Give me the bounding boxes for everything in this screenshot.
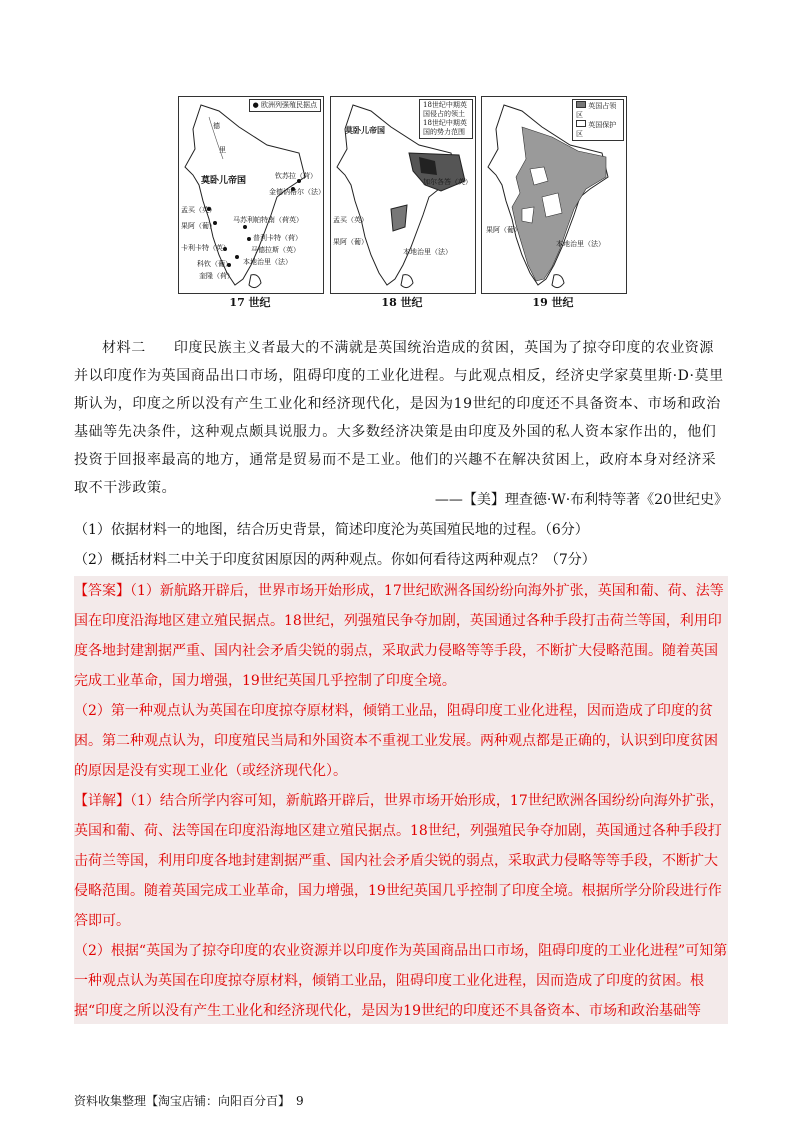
map-19th-century	[481, 96, 627, 294]
map-label: 金德讷格尔（法）	[269, 188, 325, 196]
map-label: 马苏利帕特南（荷英）	[233, 216, 303, 224]
map-label: 果阿（葡）	[333, 238, 368, 246]
map-label: 奎隆（荷）	[199, 272, 234, 280]
page-footer: 资料收集整理【淘宝店铺：向阳百分百】 9	[74, 1094, 304, 1108]
answer-paragraph-1	[74, 576, 728, 696]
answer-section	[74, 576, 728, 1024]
map-label: 莫卧儿帝国	[201, 176, 247, 186]
map-label: 本地治里（法）	[556, 240, 605, 248]
map-label: 本地治里（法）	[403, 248, 452, 256]
map-label: 德	[213, 122, 220, 130]
map-legend: ● 欧洲列强殖民据点	[249, 99, 321, 112]
material2-label: 材料二	[102, 340, 146, 356]
detail-paragraph-2: （2）根据“英国为了掠夺印度的农业资源并以印度作为英国商品出口市场，阻碍印度的工业化进程”可知第一种观点认为英国在印度掠夺原材料，倾销工业品，阻碍印度工业化进程，因而造成了印度的贫困。根据“印度之所以没有产生工业化和经济现代化，是因为19世纪的印度还不具备资本、市场和政治基础等	[74, 943, 728, 1019]
map-label: 卡利卡特（英）	[181, 244, 230, 252]
answer-paragraph-2: （2）第一种观点认为英国在印度掠夺原材料，倾销工业品，阻碍印度工业化进程，因而造成了印度的贫困。第二种观点认为，印度殖民当局和外国资本不重视工业发展。两种观点都是正确的，认识到印度贫困的原因是没有实现工业化（或经济现代化）。	[74, 703, 718, 779]
map-label: 莫卧儿帝国	[345, 125, 385, 135]
question-1: （1）依据材料一的地图，结合历史背景，简述印度沦为英国殖民地的过程。（6分）	[74, 522, 589, 538]
answer-text-1: （1）新航路开辟后，世界市场开始形成，17世纪欧洲各国纷纷向海外扩张，英国和葡、荷、法等国在印度沿海地区建立殖民据点。18世纪，列强殖民争夺加剧，英国通过各种手段打击荷兰等国，利用印度各地封建割据严重、国内社会矛盾尖锐的弱点，采取武力侵略等等手段，不断扩大侵略范围。随着英国完成工业革命，国力增强，19世纪英国几乎控制了印度全境。	[74, 583, 724, 689]
detail-tag: 【详解】	[74, 793, 130, 809]
map-18th-century	[330, 96, 476, 294]
map-label: 果阿（葡）	[486, 226, 521, 234]
map-caption: 19 世纪	[532, 296, 574, 309]
detail-text-1: （1）结合所学内容可知，新航路开辟后，世界市场开始形成，17世纪欧洲各国纷纷向海外扩张，英国和葡、荷、法等国在印度沿海地区建立殖民据点。18世纪，列强殖民争夺加剧，英国通过各种手段打击荷兰等国，利用印度各地封建割据严重、国内社会矛盾尖锐的弱点，采取武力侵略等等手段，不断扩大侵略范围。随着英国完成工业革命，国力增强，19世纪英国几乎控制了印度全境。根据所学分阶段进行作答即可。	[74, 793, 724, 929]
material2-text: 印度民族主义者最大的不满就是英国统治造成的贫困，英国为了掠夺印度的农业资源并以印度作为英国商品出口市场，阻碍印度的工业化进程。与此观点相反，经济史学家莫里斯·D·莫里斯认为，印度之所以没有产生工业化和经济现代化，是因为19世纪的印度还不具备资本、市场和政治基础等先决条件，这种观点颇具说服力。大多数经济决策是由印度及外国的私人资本家作出的，他们投资于回报率最高的地方，通常是贸易而不是工业。他们的兴趣不在解决贫困上，政府本身对经济采取不干涉政策。	[74, 340, 724, 496]
detail-paragraph-1	[74, 786, 728, 936]
map-caption: 18 世纪	[381, 296, 423, 309]
map-label: 普利卡特（荷）	[253, 234, 302, 242]
map-label: 马德拉斯（英）	[251, 246, 300, 254]
map-label: 里	[219, 146, 226, 154]
material2-paragraph	[74, 334, 728, 502]
material1-maps	[178, 96, 628, 318]
map-label: 科钦（葡）	[197, 260, 232, 268]
map-legend: 18世纪中期英国侵占的领土 18世纪中期英国的势力范围	[419, 99, 473, 139]
map-label: 钦苏拉（荷）	[275, 172, 317, 180]
answer-tag: 【答案】	[74, 583, 130, 599]
map-label: 果阿（葡）	[181, 222, 216, 230]
map-17th-century	[178, 96, 324, 294]
question-2: （2）概括材料二中关于印度贫困原因的两种观点。你如何看待这两种观点？（7分）	[74, 552, 596, 568]
map-label: 加尔各答（英）	[423, 178, 472, 186]
map-label: 孟买（英）	[181, 206, 216, 214]
map-label: 孟买（英）	[333, 216, 368, 224]
map-caption: 17 世纪	[229, 296, 271, 309]
map-label: 本地治里（法）	[243, 258, 292, 266]
material2-source: ——【美】理查德·W·布利特等著《20世纪史》	[434, 492, 728, 508]
map-legend: 英国占领区 英国保护区	[572, 99, 624, 141]
